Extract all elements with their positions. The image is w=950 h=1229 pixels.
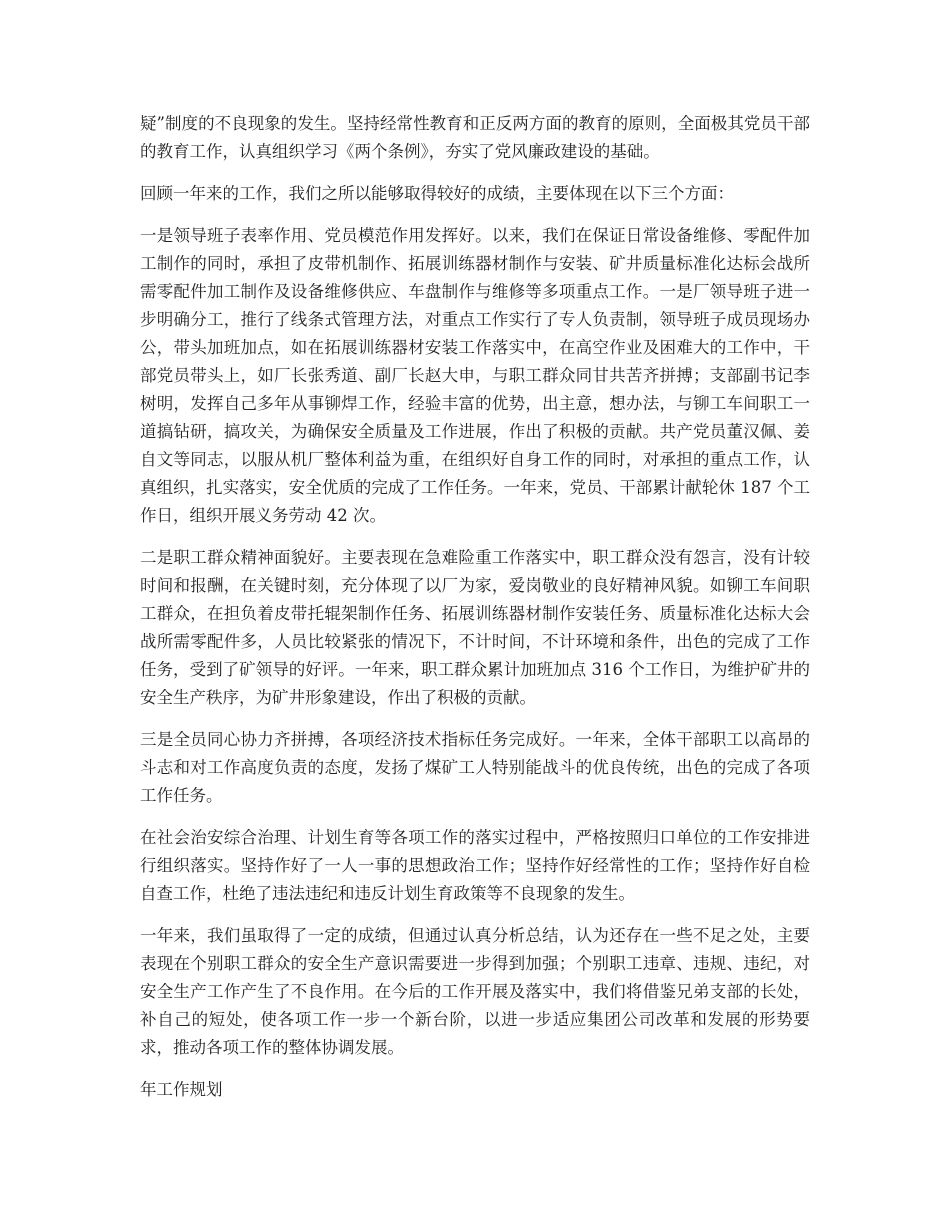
paragraph-social-security: 在社会治安综合治理、计划生育等各项工作的落实过程中，严格按照归口单位的工作安排进行组织落实。坚持作好了一人一事的思想政治工作；坚持作好经常性的工作；坚持作好自检自查工作，杜绝了违法违纪和违反计划生育政策等不良现象的发生。 [140,828,810,903]
paragraph-intro-continuation: 疑”制度的不良现象的发生。坚持经常性教育和正反两方面的教育的原则，全面极其党员干部的教育工作，认真组织学习《两个条例》，夯实了党风廉政建设的基础。 [140,114,810,161]
paragraph-workers-spirit: 二是职工群众精神面貌好。主要表现在急难险重工作落实中，职工群众没有怨言，没有计较时间和报酬，在关键时刻，充分体现了以厂为家，爱岗敬业的良好精神风貌。如铆工车间职工群众，在担负着皮带托辊架制作任务、拓展训练器材制作安装任务、质量标准化达标大会战所需零配件多，人员比较紧张的情况下，不计时间，不计环境和条件，出色的完成了工作任务，受到了矿领导的好评。一年来，职工群众累计加班加点 316 个工作日，为维护矿井的安全生产秩序，为矿井形象建设，作出了积极的贡献。 [140,548,810,707]
paragraph-shortcomings: 一年来，我们虽取得了一定的成绩，但通过认真分析总结，认为还存在一些不足之处，主要表现在个别职工群众的安全生产意识需要进一步得到加强；个别职工违章、违规、违纪，对安全生产工作产生了不良作用。在今后的工作开展及落实中，我们将借鉴兄弟支部的长处，补自己的短处，使各项工作一步一个新台阶，以进一步适应集团公司改革和发展的形势要求，推动各项工作的整体协调发展。 [140,926,810,1057]
paragraph-review-summary: 回顾一年来的工作，我们之所以能够取得较好的成绩，主要体现在以下三个方面： [140,184,734,203]
document-page [140,110,810,1104]
paragraph-cooperation: 三是全员同心协力齐拼搏，各项经济技术指标任务完成好。一年来，全体干部职工以高昂的斗志和对工作高度负责的态度，发扬了煤矿工人特别能战斗的优良传统，出色的完成了各项工作任务。 [140,730,810,805]
paragraph-leadership: 一是领导班子表率作用、党员模范作用发挥好。以来，我们在保证日常设备维修、零配件加工制作的同时，承担了皮带机制作、拓展训练器材制作与安装、矿井质量标准化达标会战所需零配件加工制作及设备维修供应、车盘制作与维修等多项重点工作。一是厂领导班子进一步明确分工，推行了线条式管理方法，对重点工作实行了专人负责制，领导班子成员现场办公，带头加班加点，如在拓展训练器材安装工作落实中，在高空作业及困难大的工作中，干部党员带头上，如厂长张秀道、副厂长赵大申，与职工群众同甘共苦齐拼搏；支部副书记李树明，发挥自己多年从事铆焊工作，经验丰富的优势，出主意，想办法，与铆工车间职工一道搞钻研，搞攻关，为确保安全质量及工作进展，作出了积极的贡献。共产党员董汉佩、姜自文等同志，以服从机厂整体利益为重，在组织好自身工作的同时，对承担的重点工作，认真组织，扎实落实，安全优质的完成了工作任务。一年来，党员、干部累计献轮休 187 个工作日，组织开展义务劳动 42 次。 [140,226,810,525]
section-heading-work-plan: 年工作规划 [140,1080,223,1099]
